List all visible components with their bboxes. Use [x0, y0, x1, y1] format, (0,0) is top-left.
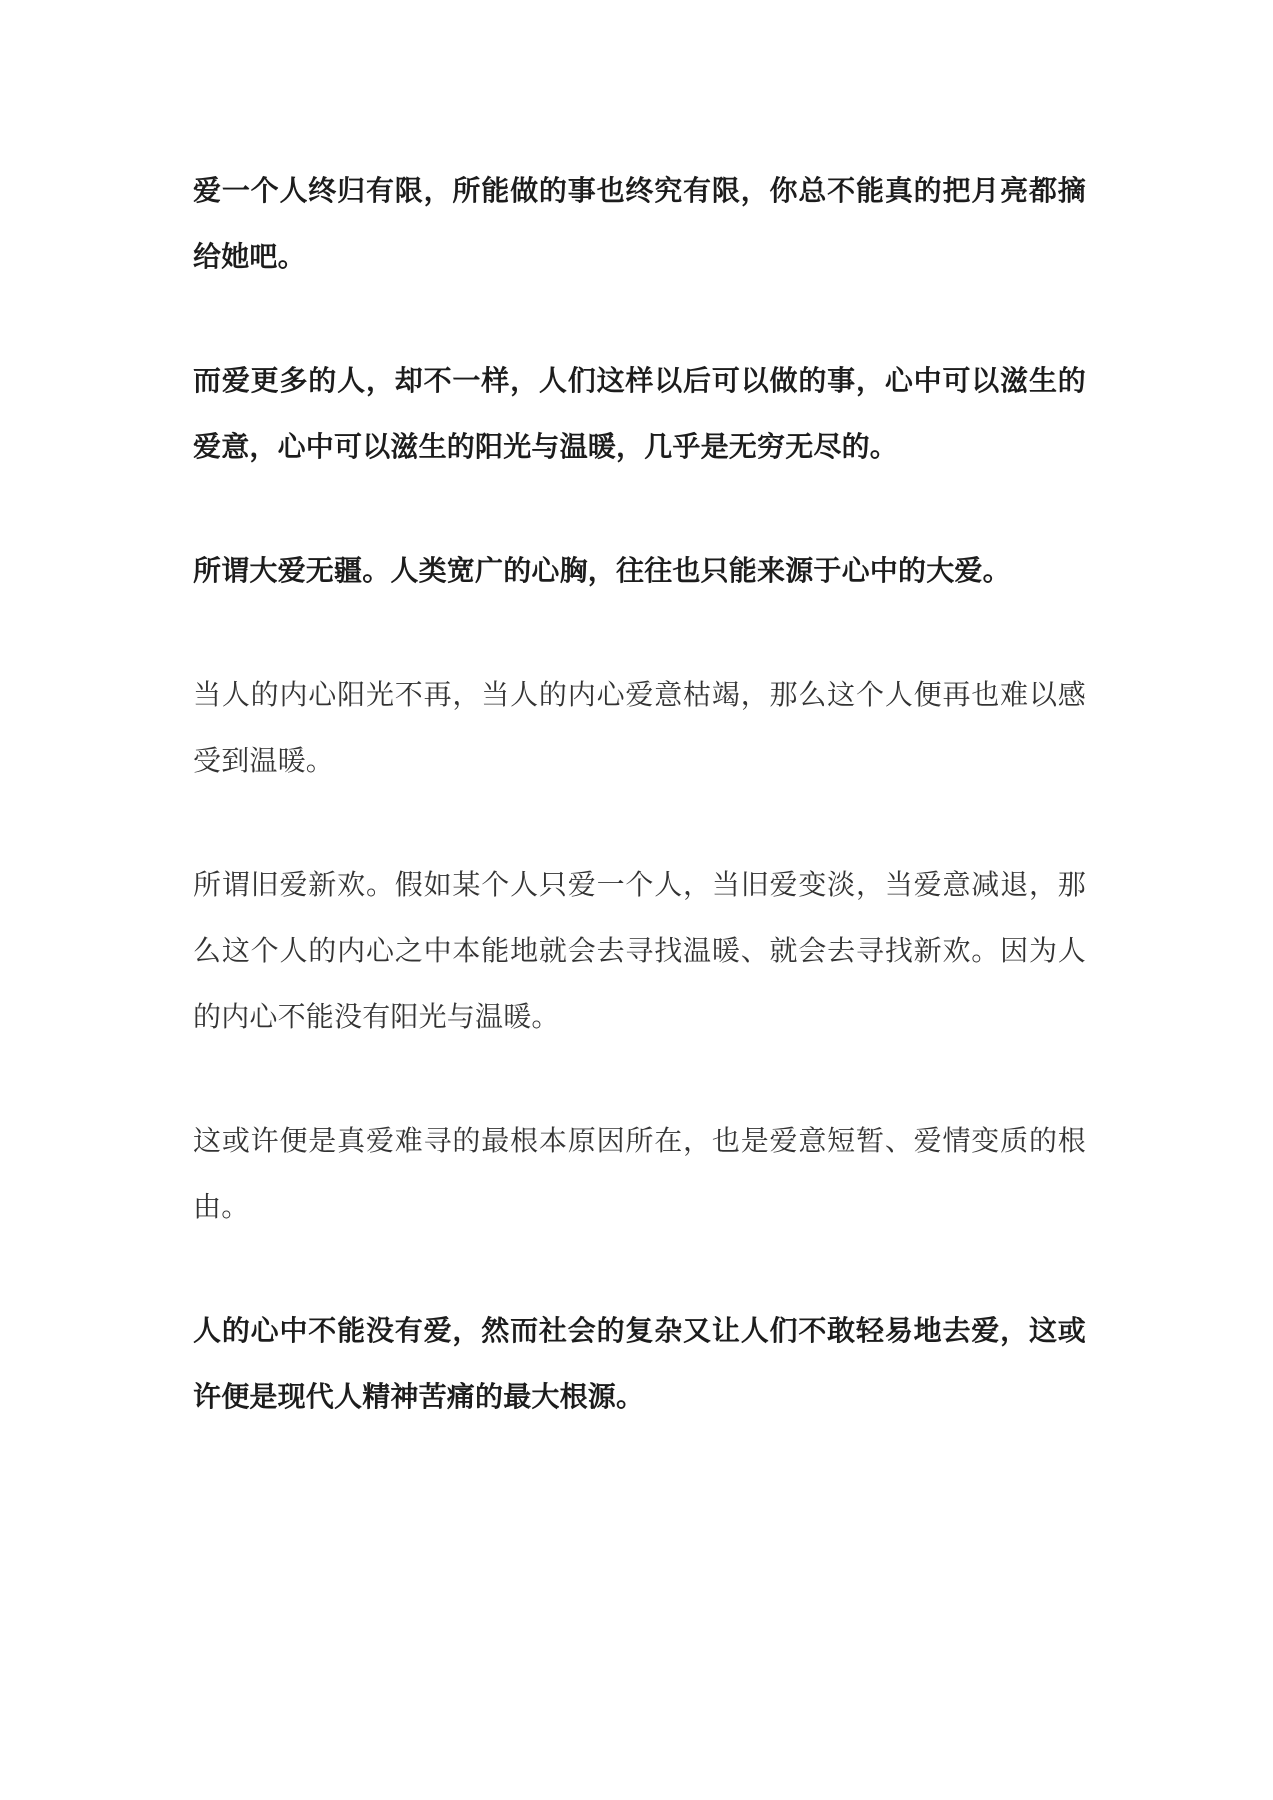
paragraph-2: 而爱更多的人，却不一样，人们这样以后可以做的事，心中可以滋生的爱意，心中可以滋生的阳光与温暖，几乎是无穷无尽的。 — [193, 364, 1086, 463]
paragraph-6: 这或许便是真爱难寻的最根本原因所在，也是爱意短暂、爱情变质的根由。 — [193, 1124, 1086, 1223]
paragraph-7: 人的心中不能没有爱，然而社会的复杂又让人们不敢轻易地去爱，这或许便是现代人精神苦痛的最大根源。 — [193, 1314, 1086, 1413]
paragraph-4: 当人的内心阳光不再，当人的内心爱意枯竭，那么这个人便再也难以感受到温暖。 — [193, 678, 1086, 777]
paragraph-1: 爱一个人终归有限，所能做的事也终究有限，你总不能真的把月亮都摘给她吧。 — [193, 174, 1086, 273]
paragraph-3: 所谓大爱无疆。人类宽广的心胸，往往也只能来源于心中的大爱。 — [193, 554, 1011, 587]
document-body — [193, 158, 1086, 1488]
paragraph-5: 所谓旧爱新欢。假如某个人只爱一个人，当旧爱变淡，当爱意减退，那么这个人的内心之中本能地就会去寻找温暖、就会去寻找新欢。因为人的内心不能没有阳光与温暖。 — [193, 868, 1086, 1033]
